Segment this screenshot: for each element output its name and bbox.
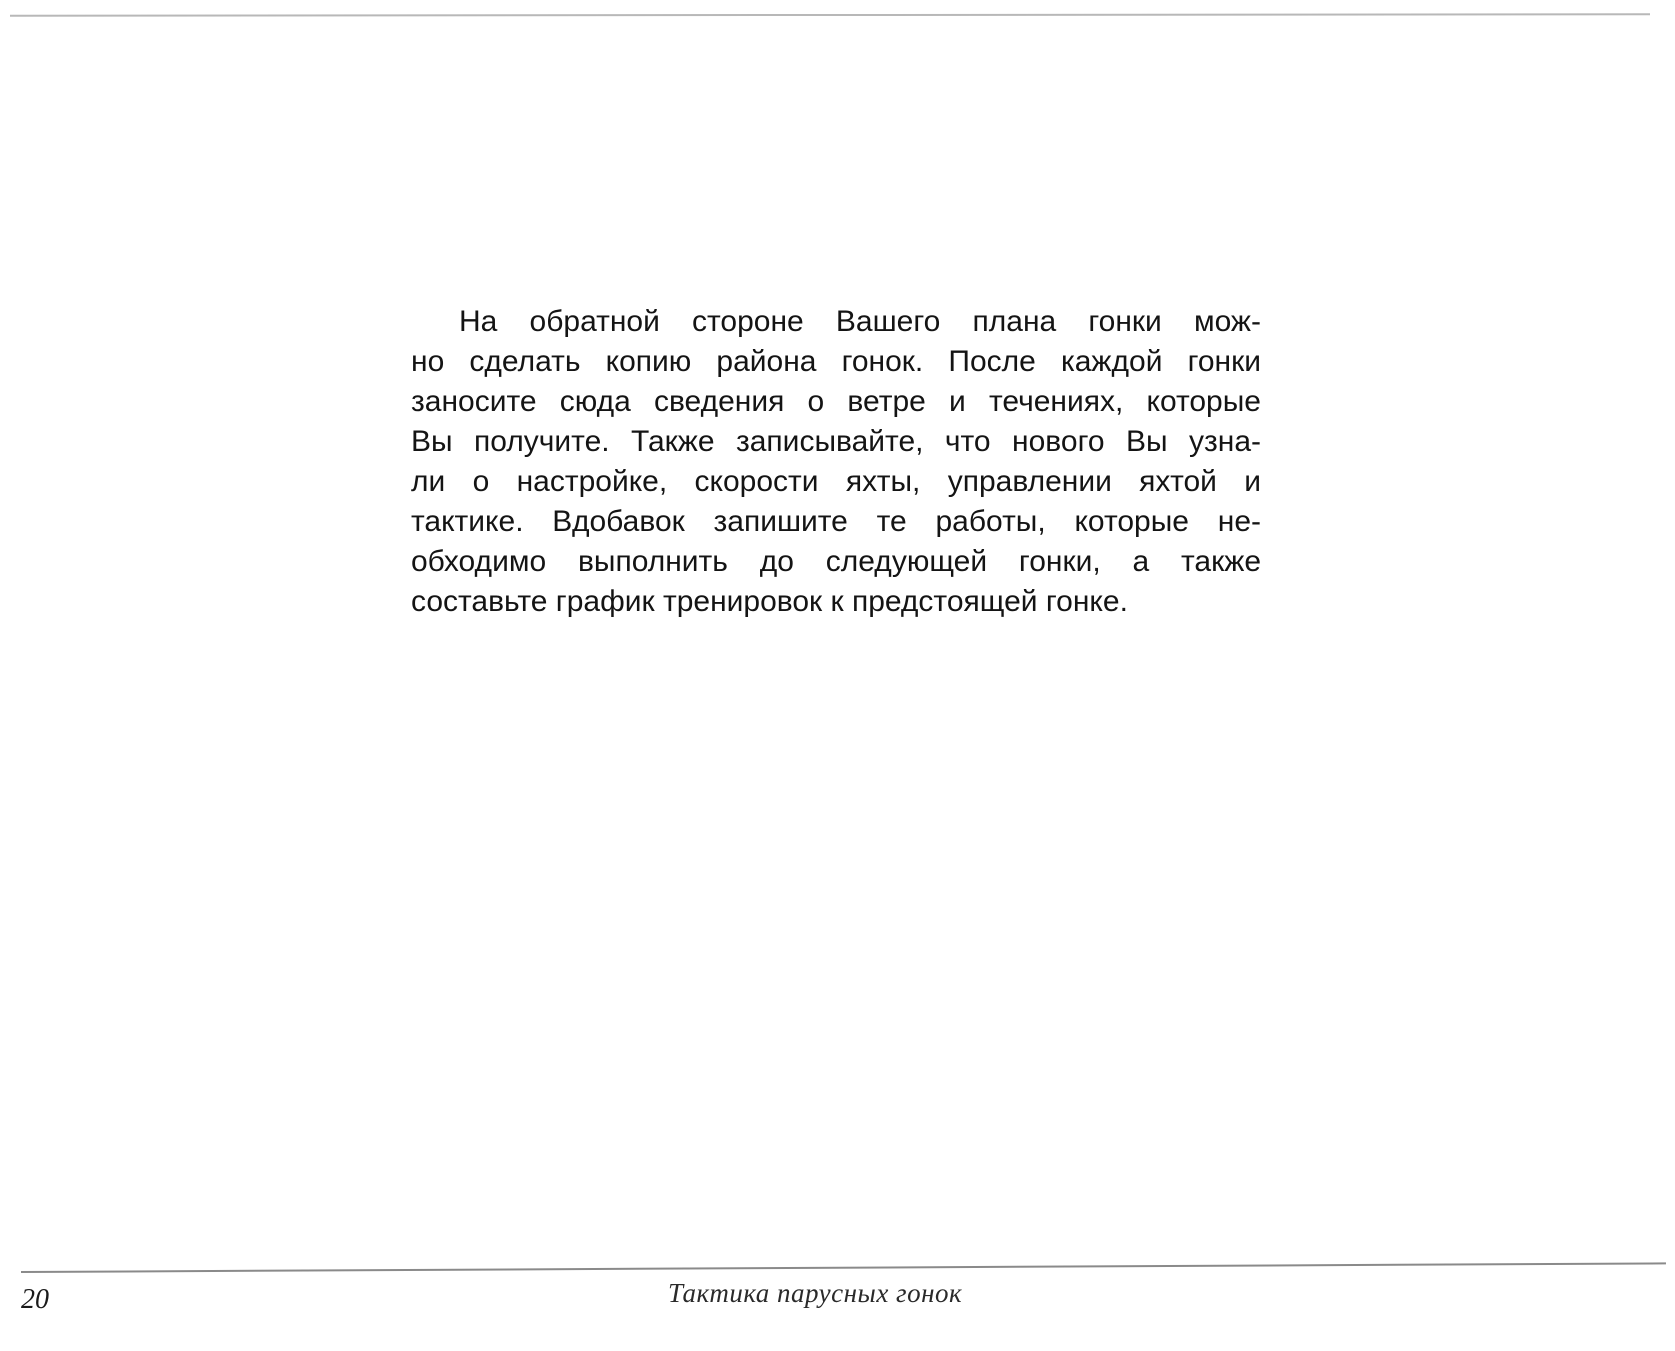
top-rule xyxy=(10,13,1650,16)
paragraph-line: тактике. Вдобавок запишите те работы, которые не- xyxy=(411,505,1261,538)
paragraph-line: На обратной стороне Вашего плана гонки мож- xyxy=(459,305,1261,338)
running-title: Тактика парусных гонок xyxy=(668,1278,963,1308)
paragraph-line: обходимо выполнить до следующей гонки, а также xyxy=(411,545,1261,578)
page-number: 20 xyxy=(21,1284,49,1315)
body-paragraph xyxy=(411,302,1261,622)
footer-rule xyxy=(21,1262,1666,1273)
paragraph-line: ли о настройке, скорости яхты, управлении яхтой и xyxy=(411,465,1261,498)
paragraph-line: составьте график тренировок к предстоящей гонке. xyxy=(411,585,1128,618)
paragraph-line: заносите сюда сведения о ветре и течениях, которые xyxy=(411,385,1261,418)
paragraph-line: но сделать копию района гонок. После каждой гонки xyxy=(411,345,1261,378)
paragraph-line: Вы получите. Также записывайте, что нового Вы узна- xyxy=(411,425,1261,458)
